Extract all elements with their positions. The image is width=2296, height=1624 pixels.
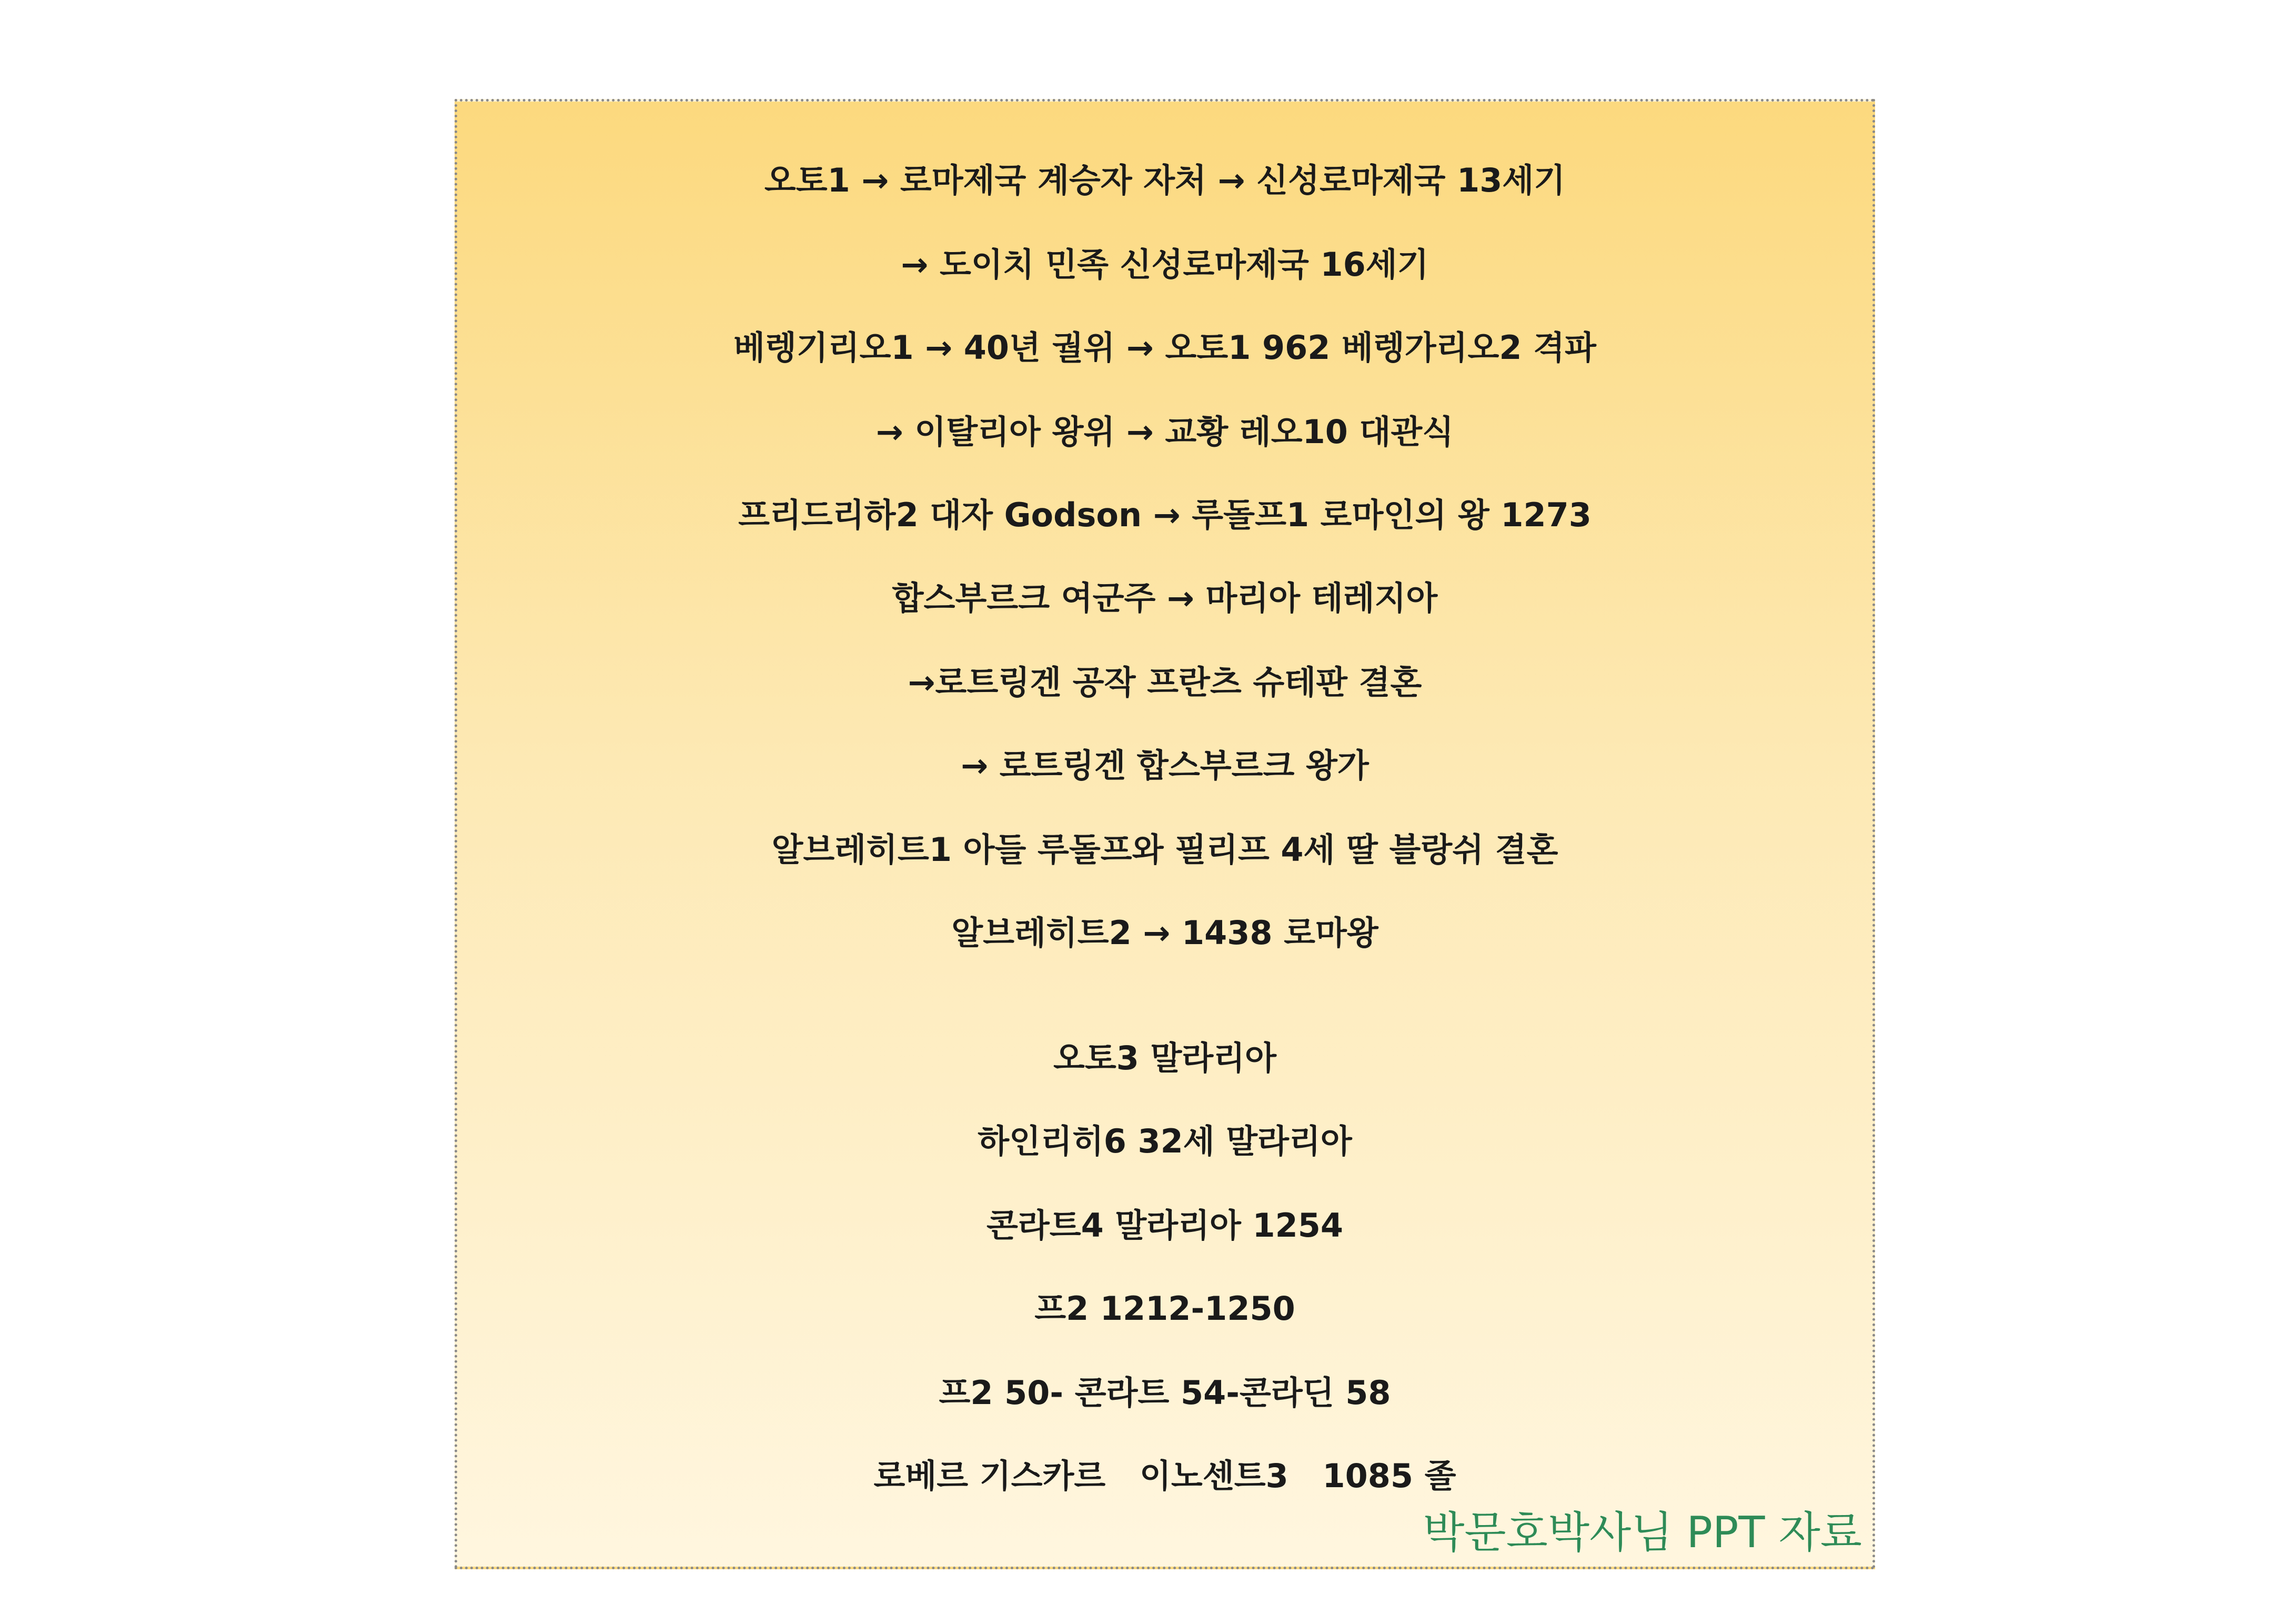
text-line: → 도이치 민족 신성로마제국 16세기 xyxy=(901,245,1429,284)
text-line: 오토1 → 로마제국 계승자 자처 → 신성로마제국 13세기 xyxy=(764,161,1566,199)
text-line: 로베르 기스카르 이노센트3 1085 졸 xyxy=(873,1457,1456,1495)
slide-panel xyxy=(455,99,1875,1569)
text-line: 하인리히6 32세 말라리아 xyxy=(978,1122,1352,1160)
text-line: → 로트링겐 합스부르크 왕가 xyxy=(961,746,1369,785)
text-line: 프리드리하2 대자 Godson → 루돌프1 로마인의 왕 1273 xyxy=(738,496,1592,534)
text-line: 콘라트4 말라리아 1254 xyxy=(986,1206,1344,1245)
text-line: 오토3 말라리아 xyxy=(1053,1039,1277,1077)
text-line: 합스부르크 여군주 → 마리아 테레지아 xyxy=(892,579,1438,617)
text-line: 프2 50- 콘라트 54-콘라딘 58 xyxy=(939,1374,1391,1412)
text-line: →로트링겐 공작 프란츠 슈테판 결혼 xyxy=(908,663,1422,701)
text-line: 알브레히트1 아들 루돌프와 필리프 4세 딸 블랑쉬 결혼 xyxy=(771,830,1558,869)
source-caption: 박문호박사님 PPT 자료 xyxy=(1423,1508,1862,1558)
text-line: 알브레히트2 → 1438 로마왕 xyxy=(951,914,1378,952)
text-line: 베렝기리오1 → 40년 궐위 → 오토1 962 베렝가리오2 격파 xyxy=(733,328,1596,367)
text-line: → 이탈리아 왕위 → 교황 레오10 대관식 xyxy=(875,413,1454,451)
text-line: 프2 1212-1250 xyxy=(1034,1289,1295,1328)
